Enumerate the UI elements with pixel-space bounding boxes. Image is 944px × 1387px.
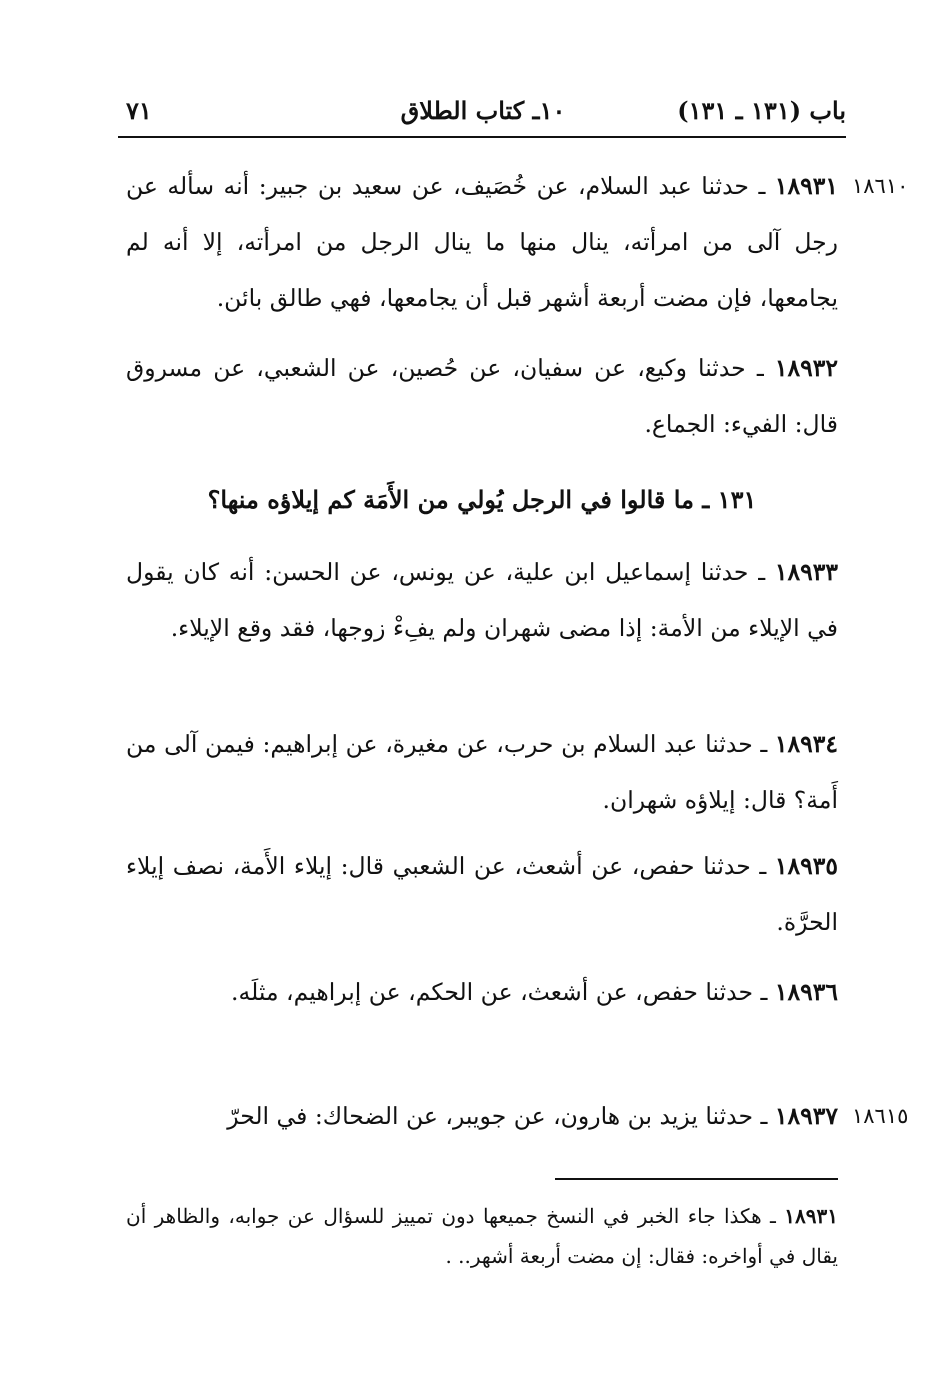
header-page-number: ٧١ xyxy=(126,96,152,125)
hadith-number: ١٨٩٣٧ xyxy=(774,1102,838,1130)
page-header xyxy=(120,88,846,134)
footnote-number: ١٨٩٣١ xyxy=(784,1204,838,1228)
hadith-number: ١٨٩٣٥ xyxy=(774,852,838,880)
hadith-text: ـ حدثنا وكيع، عن سفيان، عن حُصين، عن الشعبي، عن مسروق قال: الفيء: الجماع. xyxy=(126,354,838,438)
hadith-text: ـ حدثنا حفص، عن أشعث، عن الحكم، عن إبراهيم، مثلَه. xyxy=(231,978,775,1006)
hadith-paragraph xyxy=(126,838,838,950)
hadith-paragraph xyxy=(126,340,838,452)
footnote xyxy=(126,1196,838,1276)
hadith-number: ١٨٩٣٦ xyxy=(774,978,838,1006)
margin-number-first: ١٨٦١٠ xyxy=(852,174,909,198)
header-rule xyxy=(118,136,846,138)
hadith-text: ـ حدثنا إسماعيل ابن علية، عن يونس، عن الحسن: أنه كان يقول في الإيلاء من الأمة: إذا مضى شهران ولم يفِءْ زوجها، فقد وقع الإيلاء. xyxy=(126,558,838,642)
hadith-text: ـ حدثنا يزيد بن هارون، عن جويبر، عن الضحاك: في الحرّ xyxy=(227,1102,775,1130)
hadith-text: ـ حدثنا عبد السلام بن حرب، عن مغيرة، عن إبراهيم: فيمن آلى من أَمة؟ قال: إيلاؤه شهران. xyxy=(126,730,838,814)
margin-number-last: ١٨٦١٥ xyxy=(852,1104,909,1128)
footnote-text: ـ هكذا جاء الخبر في النسخ جميعها دون تمييز للسؤال عن جوابه، والظاهر أن يقال في أواخره: فقال: إن مضت أربعة أشهر.. . xyxy=(126,1204,838,1268)
hadith-paragraph xyxy=(126,716,838,828)
hadith-number: ١٨٩٣٣ xyxy=(774,558,838,586)
hadith-number: ١٨٩٣٤ xyxy=(774,730,838,758)
hadith-number: ١٨٩٣٢ xyxy=(774,354,838,382)
hadith-paragraph xyxy=(126,158,838,326)
chapter-heading: ١٣١ ـ ما قالوا في الرجل يُولي من الأَمَة كم إيلاؤه منها؟ xyxy=(207,485,757,514)
hadith-text: ـ حدثنا عبد السلام، عن خُصَيف، عن سعيد بن جبير: أنه سأله عن رجل آلى من امرأته، ينال منها ما ينال الرجل من امرأته، إلا أنه لم يجامعها، فإن مضت أربعة أشهر قبل أن يجامعها، فهي طالق بائن. xyxy=(126,172,838,312)
header-book-title: ١٠ـ كتاب الطلاق xyxy=(400,96,566,125)
hadith-paragraph xyxy=(126,964,838,1020)
hadith-number: ١٨٩٣١ xyxy=(774,172,838,200)
footnote-rule xyxy=(555,1178,838,1180)
hadith-paragraph xyxy=(126,1088,838,1144)
hadith-paragraph xyxy=(126,544,838,656)
hadith-text: ـ حدثنا حفص، عن أشعث، عن الشعبي قال: إيلاء الأَمة، نصف إيلاء الحرَّة. xyxy=(126,852,838,936)
header-section-range: باب (١٣١ ـ ١٣١) xyxy=(677,96,846,125)
